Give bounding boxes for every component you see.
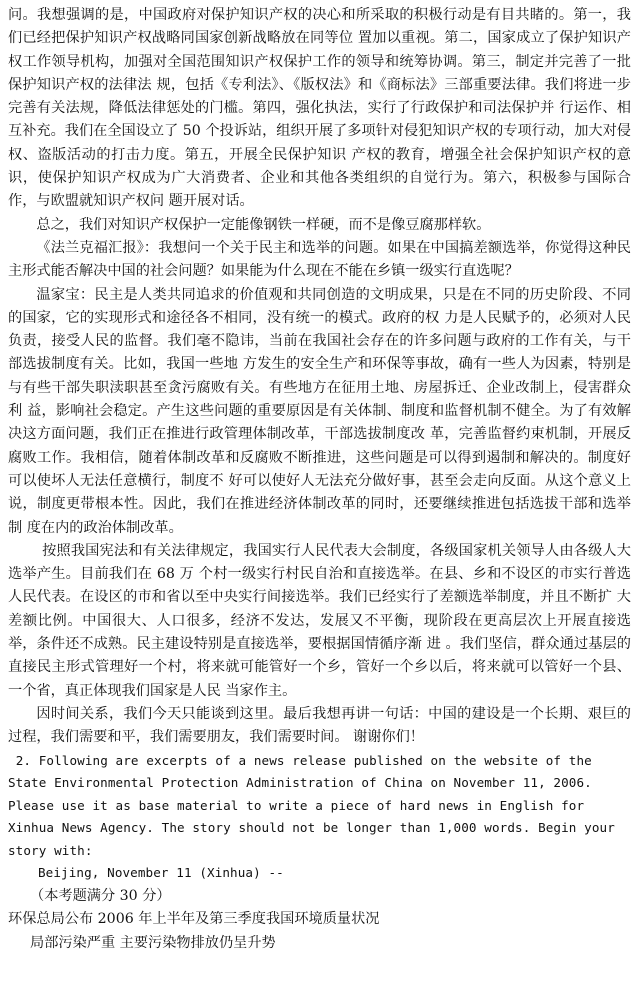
- release-title: 环保总局公布 2006 年上半年及第三季度我国环境质量状况: [8, 911, 380, 928]
- paragraph-election-system: 按照我国宪法和有关法律规定，我国实行人民代表大会制度，各级国家机关领导人由各级人大选举产生。目前我们在 68 万 个村一级实行村民自治和直接选举。在县、乡和不设区的市实行普选人民代表。在设区的市和省以至中央实行间接选举。我们已经实行了差额选举制度，并且不断扩 大差额比例。中国很大、人口很多，经济不发达，发展又不平衡，现阶段在更高层次上开展直接选举，条件还不成熟。民主建设特别是直接选举，要根据国情循序渐 进 。我们坚信，群众通过基层的直接民主形式管理好一个村，将来就可能管好一个乡，管好一个乡以后，将来就可以管好一个县、一个省，真正体现我们国家是人民 当家作主。: [8, 542, 631, 699]
- paragraph-summary: 总之，我们对知识产权保护一定能像钢铁一样硬，而不是像豆腐那样软。: [36, 216, 491, 233]
- dateline: Beijing, November 11 (Xinhua) --: [38, 865, 284, 881]
- paragraph-wen-answer: 温家宝：民主是人类共同追求的价值观和共同创造的文明成果，只是在不同的历史阶段、不同的国家，它的实现形式和途径各不相同，没有统一的模式。政府的权 力是人民赋予的，必须对人民负责，接受人民的监督。我们毫不隐讳，当前在我国社会存在的许多问题与政府的工作有关，与干部选拔制度有关。比如，我国一些地 方发生的安全生产和环保等事故，确有一些人为因素，特别是与有些干部失职渎职甚至贪污腐败有关。有些地方在征用土地、房屋拆迁、企业改制上，侵害群众利 益，影响社会稳定。产生这些问题的重要原因是有关体制、制度和监督机制不健全。为了有效解决这方面问题，我们正在推进行政管理体制改革，干部选拔制度改 革，完善监督约束机制，开展反腐败工作。我相信，随着体制改革和反腐败不断推进，这些问题是可以得到遏制和解决的。制度好可以使坏人无法任意横行，制度不 好可以使好人无法充分做好事，甚至会走向反面。从这个意义上说，制度更带根本性。因此，我们在推进经济体制改革的同时，还要继续推进包括选拔干部和选举制 度在内的政治体制改革。: [8, 286, 631, 536]
- paragraph-ip-protection: 问。我想强调的是，中国政府对保护知识产权的决心和所采取的积极行动是有目共睹的。第一，我们已经把保护知识产权战略同国家创新战略放在同等位 置加以重视。第二，国家成立了保护知识产权工作领导机构，加强对全国范围知识产权保护工作的领导和统筹协调。第三，制定并完善了一批保护知识产权的法律法 规，包括《专利法》、《版权法》和《商标法》三部重要法律。我们将进一步完善有关法规，降低法律惩处的门槛。第四，强化执法，实行了行政保护和司法保护并 行运作、相互补充。我们在全国设立了 50 个投诉站，组织开展了多项针对侵犯知识产权的专项行动，加大对侵权、盗版活动的打击力度。第五，开展全民保护知识 产权的教育，增强全社会保护知识产权的意识，使保护知识产权成为广大消费者、企业和其他各类组织的自觉行为。第六，积极参与国际合作，与欧盟就知识产权问 题开展对话。: [8, 7, 631, 210]
- score-note: （本考题满分 30 分）: [30, 888, 171, 905]
- paragraph-closing: 因时间关系，我们今天只能谈到这里。最后我想再讲一句话：中国的建设是一个长期、艰巨的过程，我们需要和平，我们需要朋友，我们需要时间。 谢谢你们！: [8, 705, 631, 746]
- release-subtitle: 局部污染严重 主要污染物排放仍呈升势: [30, 934, 276, 951]
- english-task-instructions: 2. Following are excerpts of a news release published on the website of the State Environmental Protection Administration of China on November 11, 2006. Please use it as base material to write a piece of hard news in English for Xinhua News Agency. The story should not be longer than 1,000 words. Begin your story with:: [8, 752, 623, 858]
- paragraph-faz-question: 《法兰克福汇报》：我想问一个关于民主和选举的问题。如果在中国搞差额选举，你觉得这种民主形式能否解决中国的社会问题？如果能为什么现在不能在乡镇一级实行直选呢？: [8, 239, 631, 280]
